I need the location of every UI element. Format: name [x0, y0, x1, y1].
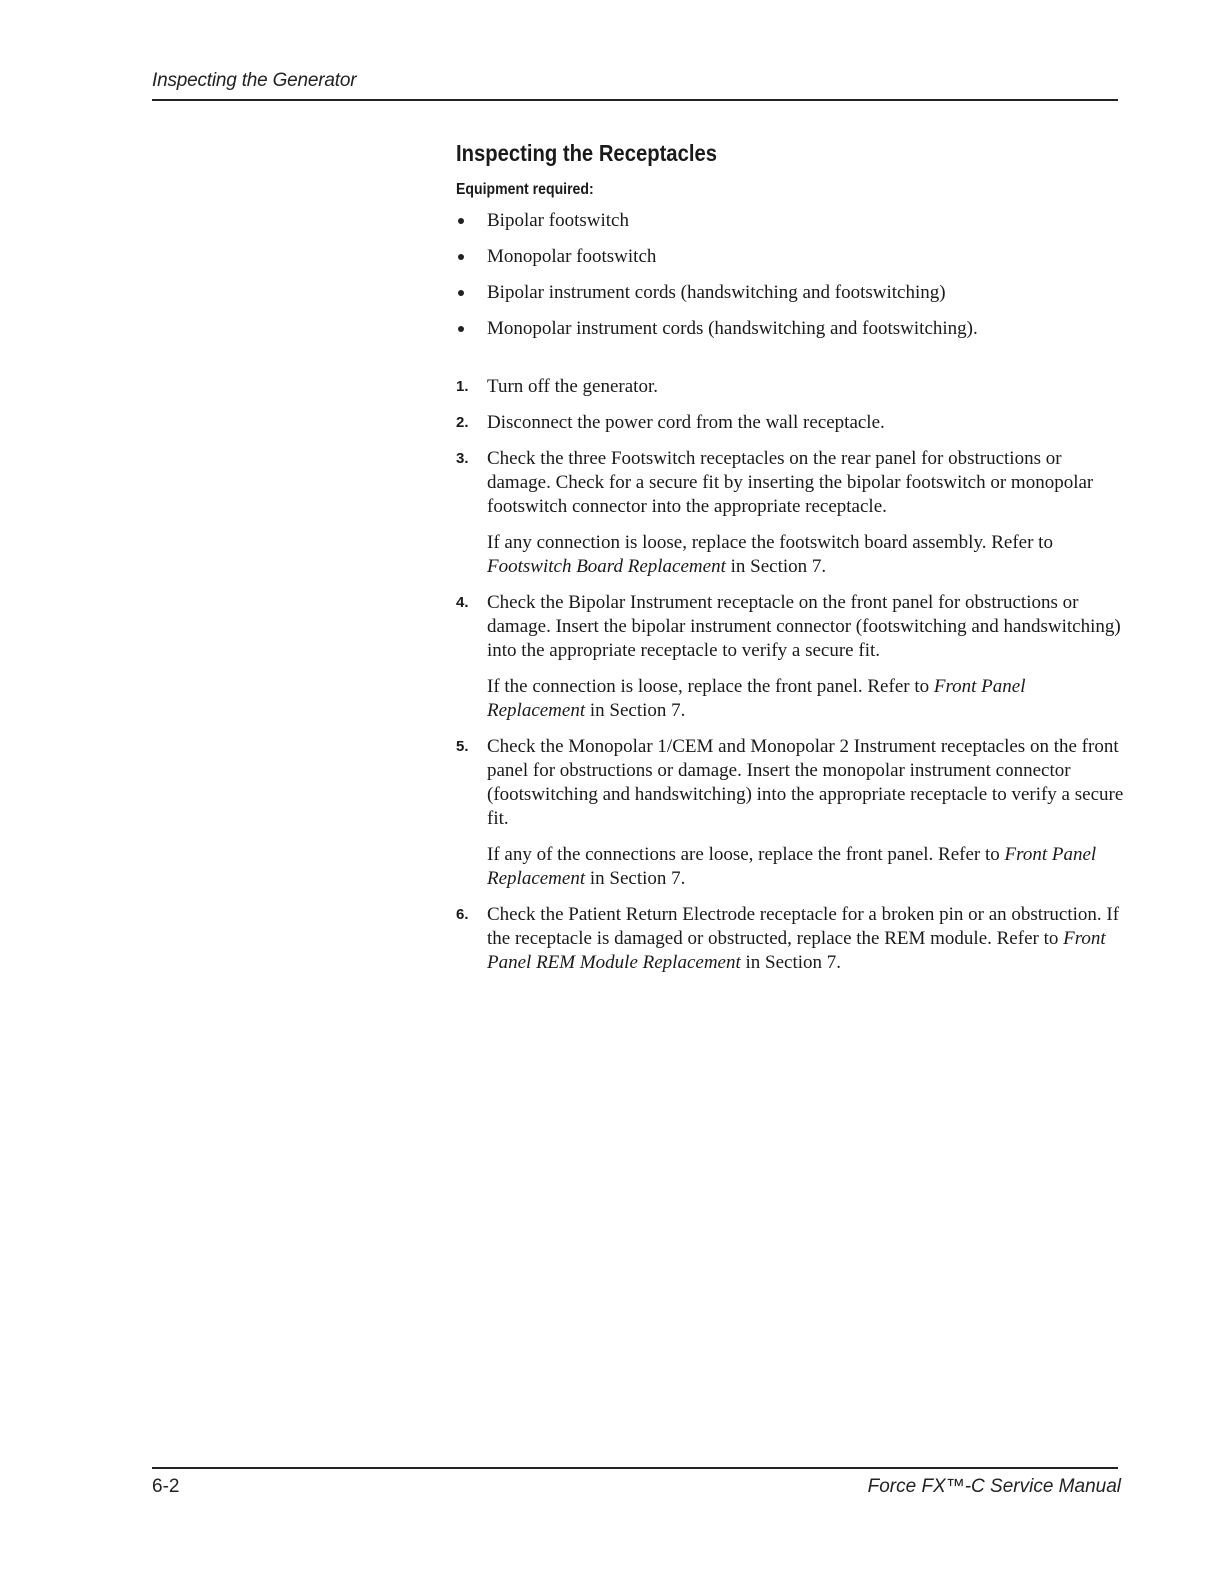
step-text — [487, 903, 1126, 975]
step-number: 4. — [456, 594, 469, 611]
footer-rule — [152, 1467, 1118, 1469]
equipment-list — [456, 209, 1126, 341]
bullet-icon — [458, 326, 464, 332]
step-note-text: If any of the connections are loose, replace the front panel. Refer to — [487, 844, 1005, 865]
step-text: Check the Bipolar Instrument receptacle on the front panel for obstructions or damage. Insert the bipolar instrument connector (footswitching and handswitching) into the appropriate receptacle to verify a secure fit. — [487, 592, 1121, 661]
cross-reference: Front Panel REM Module Replacement — [487, 928, 1106, 973]
step-number: 3. — [456, 450, 469, 467]
procedure-steps — [456, 375, 1126, 975]
step-3 — [456, 447, 1126, 579]
step-note — [487, 675, 1126, 723]
step-1 — [456, 375, 1126, 399]
step-note-suffix: in Section 7. — [725, 556, 827, 577]
list-item-text: Monopolar footswitch — [487, 246, 657, 267]
step-note-suffix: in Section 7. — [585, 700, 686, 721]
list-item — [456, 281, 1126, 305]
step-note — [487, 843, 1126, 891]
equipment-label: Equipment required: — [456, 181, 594, 198]
step-note-suffix: in Section 7. — [585, 868, 686, 889]
running-header: Inspecting the Generator — [152, 70, 357, 91]
step-note-text: If the connection is loose, replace the front panel. Refer to — [487, 676, 934, 697]
list-item — [456, 209, 1126, 233]
list-item — [456, 245, 1126, 269]
header-rule — [152, 99, 1118, 101]
step-text: Check the three Footswitch receptacles on the rear panel for obstructions or damage. Check for a secure fit by inserting the bipolar footswitch or monopolar footswitch connector into the appropriate receptacle. — [487, 448, 1094, 517]
step-note-text: If any connection is loose, replace the footswitch board assembly. Refer to — [487, 532, 1053, 553]
bullet-icon — [458, 254, 464, 260]
list-item — [456, 317, 1126, 341]
list-item-text: Bipolar instrument cords (handswitching and footswitching) — [487, 282, 946, 303]
step-number: 2. — [456, 414, 469, 431]
step-number: 5. — [456, 738, 469, 755]
step-note — [487, 531, 1126, 579]
step-text-suffix: in Section 7. — [740, 952, 842, 973]
list-item-text: Monopolar instrument cords (handswitching and footswitching). — [487, 318, 978, 339]
step-number: 1. — [456, 378, 469, 395]
cross-reference: Front Panel Replacement — [487, 676, 1026, 721]
main-content — [456, 140, 1126, 987]
bullet-icon — [458, 290, 464, 296]
step-2 — [456, 411, 1126, 435]
manual-title: Force FX™-C Service Manual — [867, 1476, 1121, 1497]
list-item-text: Bipolar footswitch — [487, 210, 629, 231]
step-5 — [456, 735, 1126, 891]
step-4 — [456, 591, 1126, 723]
bullet-icon — [458, 218, 464, 224]
step-number: 6. — [456, 906, 469, 923]
section-title: Inspecting the Receptacles — [456, 140, 717, 166]
page-number: 6-2 — [152, 1476, 180, 1497]
cross-reference: Front Panel Replacement — [487, 844, 1097, 889]
step-text: Check the Monopolar 1/CEM and Monopolar 2 Instrument receptacles on the front panel for obstructions or damage. Insert the monopolar instrument connector (footswitching and handswitching) into the appropriate receptacle to verify a secure fit. — [487, 736, 1124, 829]
step-text: Disconnect the power cord from the wall receptacle. — [487, 412, 885, 433]
step-6 — [456, 903, 1126, 975]
step-text: Turn off the generator. — [487, 376, 658, 397]
cross-reference: Footswitch Board Replacement — [487, 556, 726, 577]
step-text-main: Check the Patient Return Electrode receptacle for a broken pin or an obstruction. If the receptacle is damaged or obstructed, replace the REM module. Refer to — [487, 904, 1120, 949]
